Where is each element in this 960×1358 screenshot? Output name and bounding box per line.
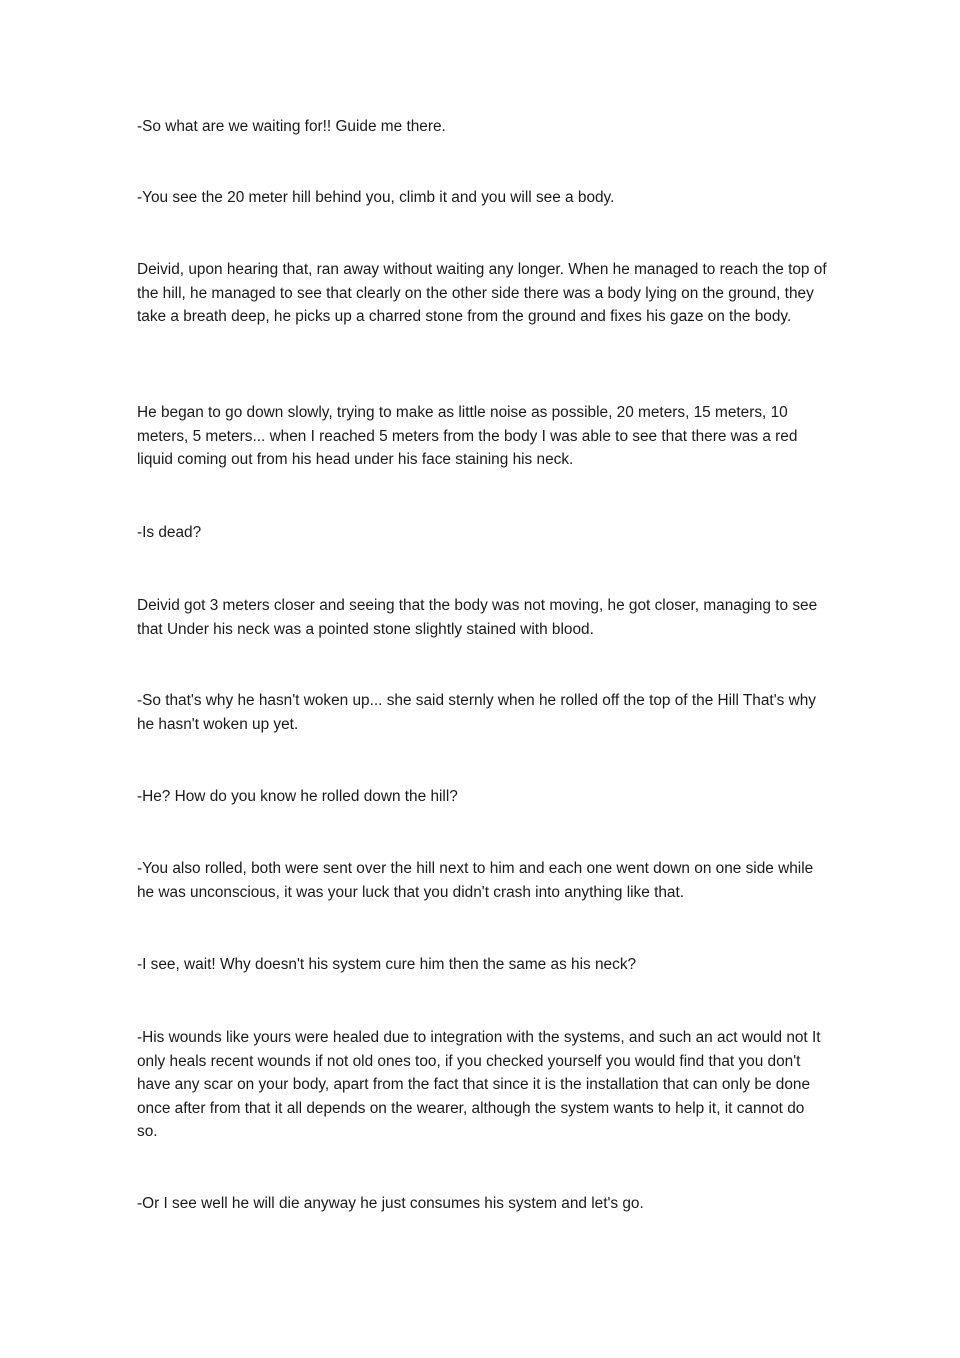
paragraph-4: He began to go down slowly, trying to make as little noise as possible, 20 meters, 15 meters, 10 meters, 5 meters... when I reached 5 meters from the body I was able to see that there was a red liquid coming out from his head under his face staining his neck. bbox=[137, 404, 798, 468]
paragraph-2: -You see the 20 meter hill behind you, climb it and you will see a body. bbox=[137, 189, 615, 206]
paragraph-7: -So that's why he hasn't woken up... she said sternly when he rolled off the top of the Hill That's why he hasn't woken up yet. bbox=[137, 692, 816, 733]
paragraph-10: -I see, wait! Why doesn't his system cure him then the same as his neck? bbox=[137, 956, 637, 973]
paragraph-6: Deivid got 3 meters closer and seeing that the body was not moving, he got closer, managing to see that Under his neck was a pointed stone slightly stained with blood. bbox=[137, 597, 818, 638]
paragraph-9: -You also rolled, both were sent over the hill next to him and each one went down on one side while he was unconscious, it was your luck that you didn't crash into anything like that. bbox=[137, 860, 814, 901]
paragraph-8: -He? How do you know he rolled down the hill? bbox=[137, 788, 458, 805]
paragraph-1: -So what are we waiting for!! Guide me there. bbox=[137, 118, 446, 135]
paragraph-3: Deivid, upon hearing that, ran away without waiting any longer. When he managed to reach the top of the hill, he managed to see that clearly on the other side there was a body lying on the ground, they take a breath deep, he picks up a charred stone from the ground and fixes his gaze on the body. bbox=[137, 261, 827, 325]
paragraph-5: -Is dead? bbox=[137, 524, 202, 541]
paragraph-11: -His wounds like yours were healed due to integration with the systems, and such an act would not It only heals recent wounds if not old ones too, if you checked yourself you would find that you don't have any scar on your body, apart from the fact that since it is the installation that can only be done once after from that it all depends on the wearer, although the system wants to help it, it cannot do so. bbox=[137, 1029, 821, 1140]
paragraph-12: -Or I see well he will die anyway he just consumes his system and let's go. bbox=[137, 1195, 644, 1212]
